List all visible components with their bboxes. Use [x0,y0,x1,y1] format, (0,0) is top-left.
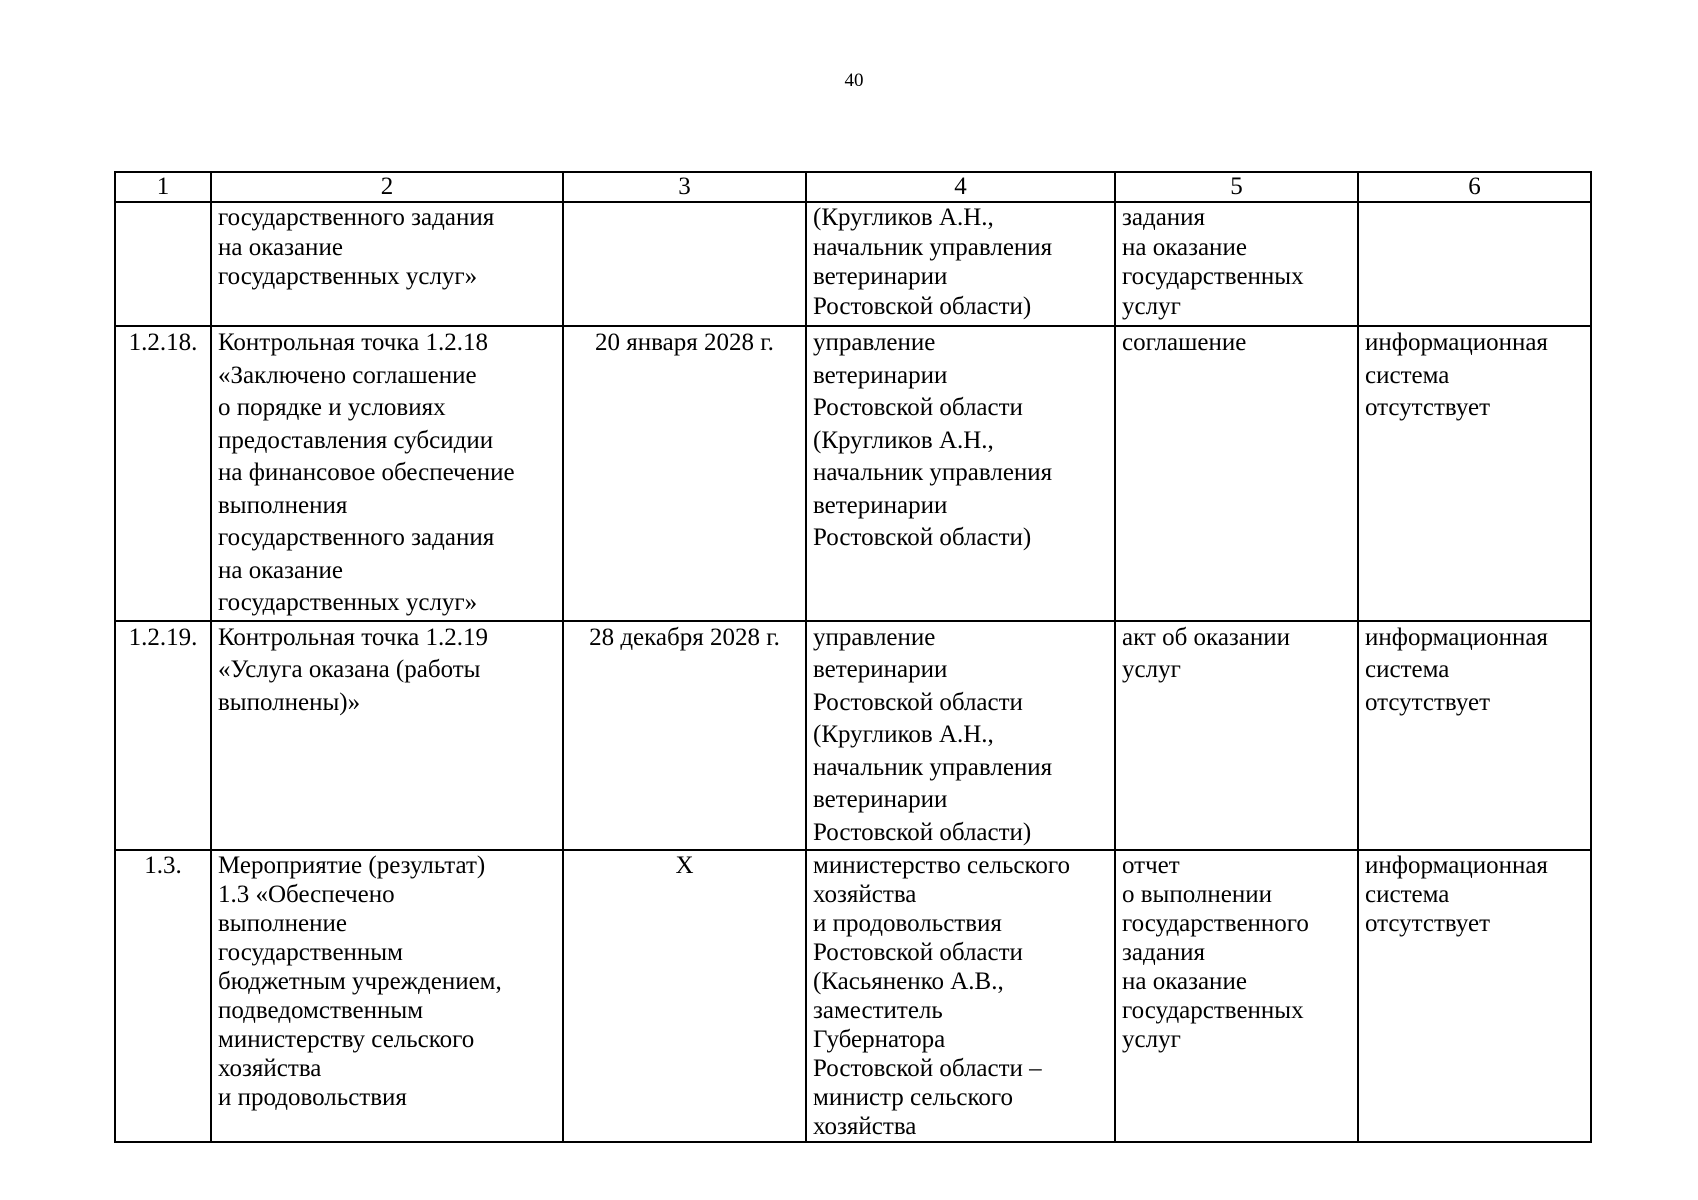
item-number-cell [115,202,211,326]
page-number: 40 [844,70,864,91]
column-number: 2 [211,172,563,202]
document-cell: отчет о выполнении государственного задания на оказание государственных услуг [1115,850,1358,1142]
table-row [115,621,1591,851]
deadline-cell: 20 января 2028 г. [563,326,806,621]
item-number-cell: 1.2.18. [115,326,211,621]
item-name-cell: государственного задания на оказание государственных услуг» [211,202,563,326]
deadline-cell: 28 декабря 2028 г. [563,621,806,851]
column-number: 6 [1358,172,1591,202]
responsible-cell: управление ветеринарии Ростовской области (Кругликов А.Н., начальник управления ветеринарии Ростовской области) [806,326,1115,621]
responsible-cell: министерство сельского хозяйства и продовольствия Ростовской области (Касьяненко А.В., заместитель Губернатора Ростовской области – министр сельского хозяйства [806,850,1115,1142]
document-cell: соглашение [1115,326,1358,621]
document-cell: акт об оказании услуг [1115,621,1358,851]
column-number: 4 [806,172,1115,202]
table-row [115,326,1591,621]
item-number-cell: 1.3. [115,850,211,1142]
table-row [115,850,1591,1142]
table-row [115,202,1591,326]
responsible-cell: управление ветеринарии Ростовской области (Кругликов А.Н., начальник управления ветеринарии Ростовской области) [806,621,1115,851]
column-number: 5 [1115,172,1358,202]
deadline-cell: Х [563,850,806,1142]
deadline-cell [563,202,806,326]
item-name-cell: Контрольная точка 1.2.18 «Заключено соглашение о порядке и условиях предоставления субсидии на финансовое обеспечение выполнения государственного задания на оказание государственных услуг» [211,326,563,621]
responsible-cell: (Кругликов А.Н., начальник управления ветеринарии Ростовской области) [806,202,1115,326]
column-number-row [115,172,1591,202]
item-name-cell: Контрольная точка 1.2.19 «Услуга оказана (работы выполнены)» [211,621,563,851]
information-system-cell: информационная система отсутствует [1358,850,1591,1142]
item-number-cell: 1.2.19. [115,621,211,851]
control-points-table [114,171,1592,1143]
item-name-cell: Мероприятие (результат) 1.3 «Обеспечено выполнение государственным бюджетным учреждением, подведомственным министерству сельского хозяйства и продовольствия [211,850,563,1142]
information-system-cell: информационная система отсутствует [1358,326,1591,621]
information-system-cell: информационная система отсутствует [1358,621,1591,851]
column-number: 1 [115,172,211,202]
column-number: 3 [563,172,806,202]
information-system-cell [1358,202,1591,326]
document-cell: задания на оказание государственных услуг [1115,202,1358,326]
